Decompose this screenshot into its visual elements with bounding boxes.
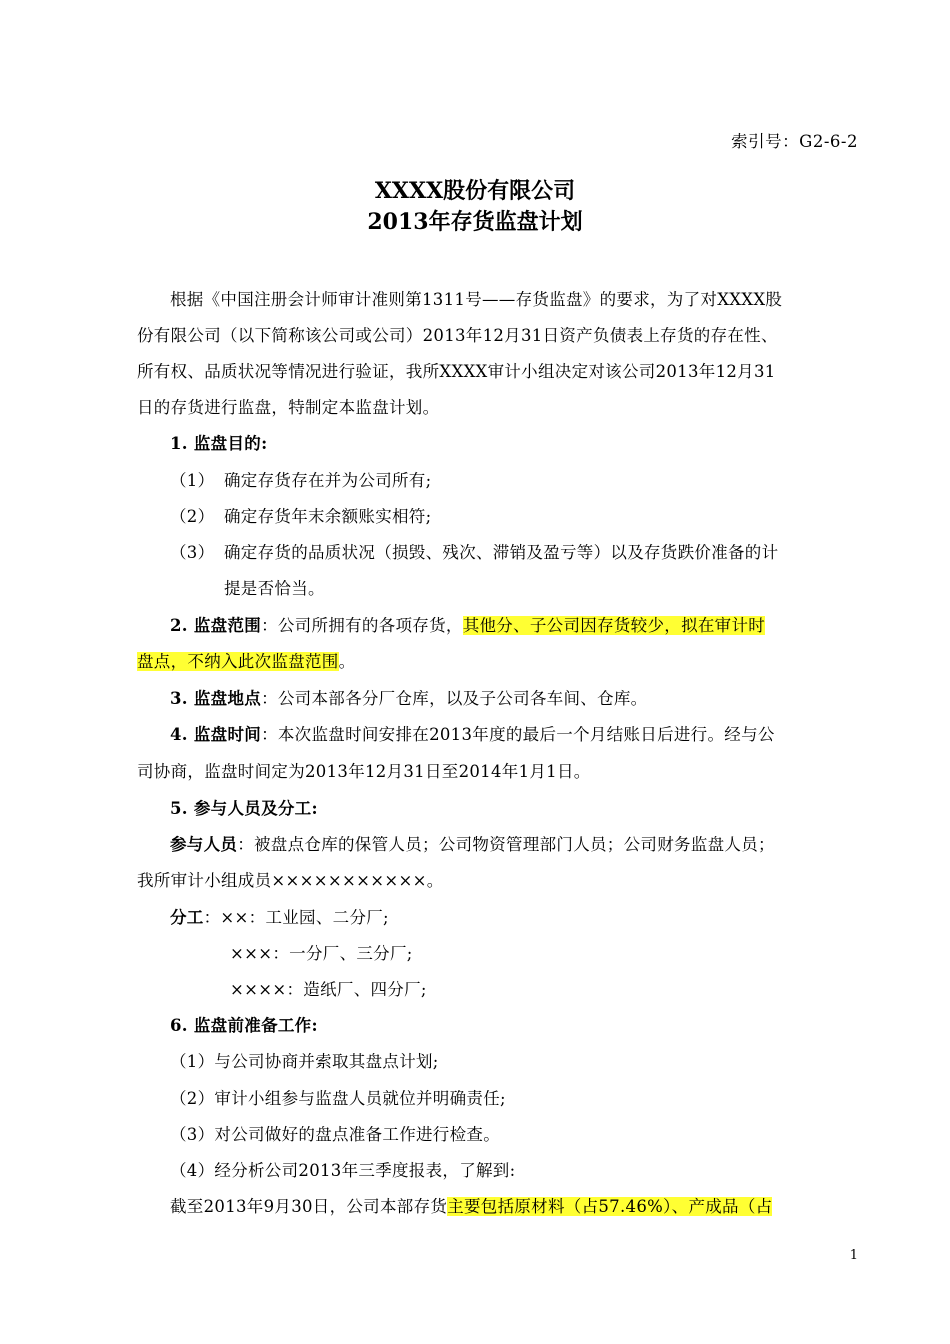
members-label: 参与人员 [170, 835, 238, 854]
members-text-1: ：被盘点仓库的保管人员；公司物资管理部门人员；公司财务监盘人员； [237, 835, 775, 854]
division-line-1 [170, 904, 389, 928]
division-line-2: ×××：一分厂、三分厂; [230, 944, 413, 963]
section-2-end: 。 [338, 652, 356, 671]
s1-item-3-continuation: 提是否恰当。 [224, 579, 325, 598]
section-1-heading: 1. 监盘目的: [170, 434, 268, 453]
section-5-members-line-1 [170, 831, 775, 855]
section-5-heading: 5. 参与人员及分工: [170, 799, 318, 818]
section-4-heading: 4. 监盘时间 [170, 725, 262, 744]
s6-item-3: （3）对公司做好的盘点准备工作进行检查。 [170, 1125, 500, 1144]
division-label: 分工 [170, 908, 204, 927]
section-2-highlight-1: 其他分、子公司因存货较少，拟在审计时 [462, 616, 766, 635]
s6-item-4: （4）经分析公司2013年三季度报表，了解到: [170, 1161, 516, 1180]
section-2-line-2 [137, 648, 355, 672]
section-3-heading: 3. 监盘地点 [170, 689, 262, 708]
section-2-text: ：公司所拥有的各项存货， [261, 616, 463, 635]
division-text-1: ：××：工业园、二分厂; [203, 908, 389, 927]
s6-item-5-highlight: 主要包括原材料（占57.46%）、产成品（占 [447, 1197, 773, 1216]
s1-item-1-text: 确定存货存在并为公司所有; [224, 471, 432, 490]
s6-item-5-line [170, 1193, 772, 1217]
section-3-text: ：公司本部各分厂仓库，以及子公司各车间、仓库。 [261, 689, 648, 708]
s1-item-3-number: （3） [170, 543, 215, 562]
s6-item-5-text: 截至2013年9月30日，公司本部存货 [170, 1197, 448, 1216]
s1-item-2-number: （2） [170, 507, 215, 526]
document-title-plan: 2013年存货监盘计划 [367, 209, 583, 235]
s6-item-2: （2）审计小组参与监盘人员就位并明确责任; [170, 1089, 506, 1108]
section-2-highlight-2: 盘点，不纳入此次监盘范围 [137, 652, 339, 671]
section-4-text-1: ：本次监盘时间安排在2013年度的最后一个月结账日后进行。经与公 [261, 725, 775, 744]
section-6-heading: 6. 监盘前准备工作: [170, 1016, 318, 1035]
section-5-members-line-2: 我所审计小组成员×××××××××××。 [137, 871, 444, 890]
page-number: 1 [849, 1248, 858, 1263]
index-number: 索引号：G2-6-2 [731, 132, 858, 151]
section-2-heading: 2. 监盘范围 [170, 616, 262, 635]
document-title-company: XXXX股份有限公司 [374, 178, 576, 204]
intro-line-3: 所有权、品质状况等情况进行验证，我所XXXX审计小组决定对该公司2013年12月31 [137, 362, 776, 381]
intro-line-4: 日的存货进行监盘，特制定本监盘计划。 [137, 398, 440, 417]
s6-item-1: （1）与公司协商并索取其盘点计划; [170, 1052, 439, 1071]
intro-line-1: 根据《中国注册会计师审计准则第1311号——存货监盘》的要求，为了对XXXX股 [170, 290, 783, 309]
section-3-line [170, 685, 647, 709]
s1-item-1-number: （1） [170, 471, 215, 490]
section-2-line-1 [170, 612, 765, 636]
division-line-3: ××××：造纸厂、四分厂; [230, 980, 427, 999]
s1-item-2-text: 确定存货年末余额账实相符; [224, 507, 432, 526]
intro-line-2: 份有限公司（以下简称该公司或公司）2013年12月31日资产负债表上存货的存在性、 [137, 326, 778, 345]
s1-item-3-text: 确定存货的品质状况（损毁、残次、滞销及盈亏等）以及存货跌价准备的计 [224, 543, 779, 562]
section-4-line-1 [170, 721, 775, 745]
section-4-line-2: 司协商，监盘时间定为2013年12月31日至2014年1月1日。 [137, 762, 591, 781]
